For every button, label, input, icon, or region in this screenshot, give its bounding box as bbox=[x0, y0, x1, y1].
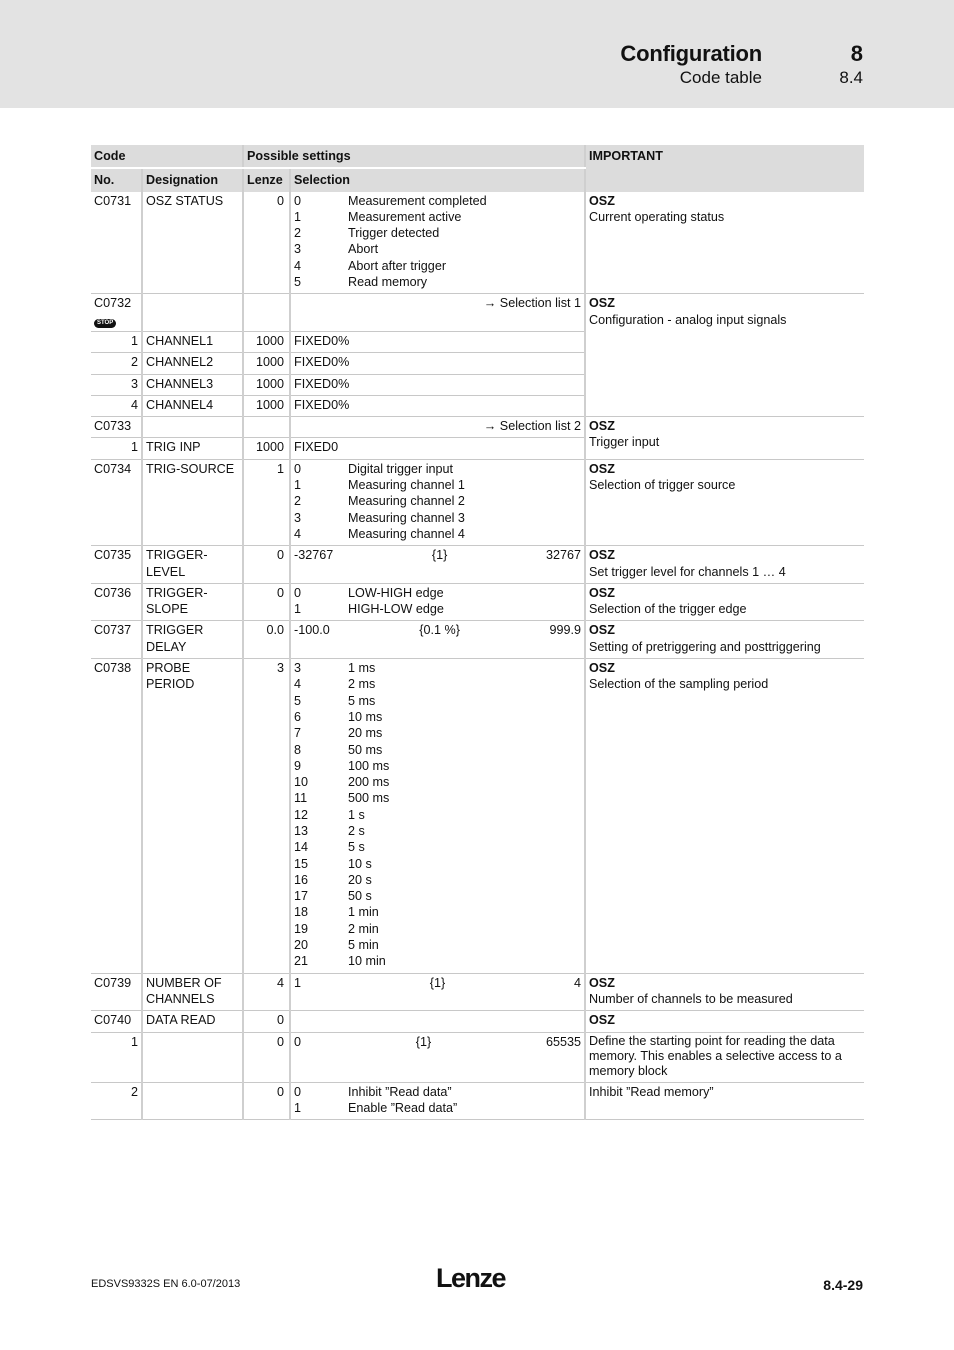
lenze-value: 0 bbox=[243, 583, 290, 621]
option-value: 8 bbox=[294, 742, 302, 757]
header-designation: Designation bbox=[142, 168, 243, 191]
option-value: 0 bbox=[294, 585, 302, 600]
option-label: Measurement completed bbox=[348, 193, 487, 208]
option-value: 0 bbox=[294, 461, 302, 476]
option-label: 1 min bbox=[348, 905, 379, 920]
range-max: 65535 bbox=[545, 1034, 582, 1049]
value-range bbox=[294, 547, 581, 563]
lenze-value: 1000 bbox=[243, 438, 290, 459]
header-no: No. bbox=[91, 168, 142, 191]
option-value: 18 bbox=[294, 905, 309, 920]
option-value: 5 bbox=[294, 275, 302, 290]
selection-option bbox=[294, 1100, 581, 1116]
option-value: 1 bbox=[294, 478, 302, 493]
table-row bbox=[91, 659, 864, 974]
lenze-value: 0 bbox=[243, 546, 290, 584]
option-value: 0 bbox=[294, 193, 302, 208]
option-value: 1 bbox=[294, 602, 302, 617]
section-title: Code table bbox=[679, 68, 762, 87]
option-value: 21 bbox=[294, 954, 309, 969]
important-tag: OSZ bbox=[589, 975, 615, 990]
option-value: 13 bbox=[294, 823, 309, 838]
important-tag: OSZ bbox=[589, 548, 615, 563]
designation: TRIGGER DELAY bbox=[142, 621, 243, 659]
option-value: 2 bbox=[294, 226, 302, 241]
important-tag: OSZ bbox=[585, 1011, 864, 1032]
option-value: 16 bbox=[294, 872, 309, 887]
selection: FIXED0% bbox=[290, 331, 585, 352]
option-value: 7 bbox=[294, 726, 302, 741]
document-id: EDSVS9332S EN 6.0-07/2013 bbox=[91, 1278, 241, 1290]
option-value: 1 bbox=[294, 209, 302, 224]
important-tag: OSZ bbox=[589, 661, 615, 676]
option-label: 1 ms bbox=[348, 661, 376, 676]
value-range bbox=[294, 1034, 581, 1050]
lenze-value: 1000 bbox=[243, 331, 290, 352]
table-row bbox=[91, 192, 864, 294]
option-label: 5 ms bbox=[348, 693, 376, 708]
lenze-value: 4 bbox=[243, 973, 290, 1011]
selection-option bbox=[294, 856, 581, 872]
important-tag: OSZ bbox=[589, 585, 615, 600]
selection-option bbox=[294, 526, 581, 542]
code-no: C0734 bbox=[91, 459, 142, 545]
code-no: C0731 bbox=[91, 192, 142, 294]
selection-option bbox=[294, 601, 581, 617]
designation: DATA READ bbox=[142, 1011, 243, 1032]
option-label: 500 ms bbox=[348, 791, 390, 806]
chapter-number: 8 bbox=[850, 41, 863, 66]
table-header-row bbox=[91, 145, 864, 168]
option-label: 20 ms bbox=[348, 726, 383, 741]
section-number: 8.4 bbox=[839, 68, 863, 87]
range-min: -100.0 bbox=[294, 623, 330, 638]
selection-option bbox=[294, 225, 581, 241]
selection-option bbox=[294, 510, 581, 526]
code-no: C0738 bbox=[91, 659, 142, 974]
table-row bbox=[91, 546, 864, 584]
important-text: Inhibit ”Read memory” bbox=[585, 1082, 864, 1120]
option-label: Digital trigger input bbox=[348, 461, 454, 476]
designation: CHANNEL4 bbox=[142, 395, 243, 416]
important-text: Selection of trigger source bbox=[589, 478, 736, 493]
option-value: 4 bbox=[294, 677, 302, 692]
lenze-value: 1 bbox=[243, 459, 290, 545]
option-value: 10 bbox=[294, 775, 309, 790]
lenze-value: 1000 bbox=[243, 374, 290, 395]
selection-option bbox=[294, 872, 581, 888]
option-value: 6 bbox=[294, 709, 302, 724]
header-lenze: Lenze bbox=[243, 168, 290, 191]
selection: FIXED0 bbox=[290, 438, 585, 459]
lenze-value: 1000 bbox=[243, 353, 290, 374]
table-row bbox=[91, 1011, 864, 1032]
lenze-value: 0 bbox=[243, 1032, 290, 1082]
selection-option bbox=[294, 904, 581, 920]
selection: FIXED0% bbox=[290, 353, 585, 374]
option-label: Enable ”Read data” bbox=[348, 1100, 458, 1115]
selection-option bbox=[294, 839, 581, 855]
option-label: Measuring channel 2 bbox=[348, 494, 465, 509]
sub-no: 3 bbox=[91, 374, 142, 395]
selection-ref: → Selection list 2 bbox=[290, 417, 585, 438]
option-label: HIGH-LOW edge bbox=[348, 602, 444, 617]
option-value: 4 bbox=[294, 526, 302, 541]
selection-option bbox=[294, 888, 581, 904]
option-value: 9 bbox=[294, 758, 302, 773]
designation: CHANNEL3 bbox=[142, 374, 243, 395]
sub-no: 1 bbox=[91, 331, 142, 352]
selection-list bbox=[294, 193, 581, 291]
header-band bbox=[0, 0, 954, 108]
important-text: Number of channels to be measured bbox=[589, 991, 793, 1006]
selection-option bbox=[294, 693, 581, 709]
important-text: Selection of the sampling period bbox=[589, 677, 769, 692]
designation: TRIGGER-SLOPE bbox=[142, 583, 243, 621]
header-code: Code bbox=[91, 145, 243, 168]
selection: FIXED0% bbox=[290, 395, 585, 416]
table-row bbox=[91, 621, 864, 659]
important-text: Configuration - analog input signals bbox=[589, 312, 787, 327]
page-number: 8.4-29 bbox=[823, 1277, 863, 1293]
option-label: Measurement active bbox=[348, 209, 462, 224]
code-no: C0736 bbox=[91, 583, 142, 621]
selection-list bbox=[294, 585, 581, 618]
code-no: C0732 bbox=[94, 296, 132, 311]
table-row bbox=[91, 1032, 864, 1082]
designation: TRIG-SOURCE bbox=[142, 459, 243, 545]
selection-option bbox=[294, 709, 581, 725]
option-label: Trigger detected bbox=[348, 226, 440, 241]
code-no: C0735 bbox=[91, 546, 142, 584]
selection-ref: → Selection list 1 bbox=[290, 294, 585, 332]
code-no: C0733 bbox=[91, 417, 142, 438]
selection-option bbox=[294, 461, 581, 477]
selection-option bbox=[294, 274, 581, 290]
option-label: 10 s bbox=[348, 856, 372, 871]
code-no: C0740 bbox=[91, 1011, 142, 1032]
code-table bbox=[91, 145, 864, 1120]
option-label: 10 min bbox=[348, 954, 386, 969]
option-value: 12 bbox=[294, 807, 309, 822]
option-label: Read memory bbox=[348, 275, 428, 290]
header-possible-settings: Possible settings bbox=[243, 145, 585, 168]
table-row bbox=[91, 294, 864, 332]
option-value: 3 bbox=[294, 661, 302, 676]
selection-option bbox=[294, 193, 581, 209]
header-important: IMPORTANT bbox=[585, 145, 864, 192]
range-max: 4 bbox=[574, 975, 582, 990]
option-label: 50 s bbox=[348, 889, 372, 904]
designation: PROBE PERIOD bbox=[142, 659, 243, 974]
lenze-value: 3 bbox=[243, 659, 290, 974]
option-label: 200 ms bbox=[348, 775, 390, 790]
designation: TRIGGER-LEVEL bbox=[142, 546, 243, 584]
selection-option bbox=[294, 742, 581, 758]
option-value: 4 bbox=[294, 258, 302, 273]
range-max: 999.9 bbox=[549, 623, 582, 638]
selection: FIXED0% bbox=[290, 374, 585, 395]
header-selection: Selection bbox=[290, 168, 585, 191]
option-value: 11 bbox=[294, 791, 308, 806]
option-value: 5 bbox=[294, 693, 302, 708]
selection-option bbox=[294, 823, 581, 839]
option-label: 100 ms bbox=[348, 758, 390, 773]
code-no: C0737 bbox=[91, 621, 142, 659]
option-label: Inhibit ”Read data” bbox=[348, 1084, 452, 1099]
selection-option bbox=[294, 477, 581, 493]
selection-option bbox=[294, 258, 581, 274]
selection-option bbox=[294, 758, 581, 774]
option-label: Abort bbox=[348, 242, 379, 257]
designation: OSZ STATUS bbox=[142, 192, 243, 294]
option-value: 3 bbox=[294, 242, 302, 257]
selection-option bbox=[294, 774, 581, 790]
option-label: 2 s bbox=[348, 823, 365, 838]
option-label: Measuring channel 1 bbox=[348, 478, 465, 493]
option-label: 50 ms bbox=[348, 742, 383, 757]
important-tag: OSZ bbox=[589, 623, 615, 638]
selection-option bbox=[294, 660, 581, 676]
range-step: {1} bbox=[429, 975, 446, 990]
option-label: 10 ms bbox=[348, 709, 383, 724]
option-value: 14 bbox=[294, 840, 309, 855]
selection-option bbox=[294, 807, 581, 823]
option-label: 5 s bbox=[348, 840, 365, 855]
option-label: Measuring channel 4 bbox=[348, 526, 465, 541]
range-step: {0.1 %} bbox=[419, 623, 460, 638]
range-min: 1 bbox=[294, 975, 302, 990]
designation: TRIG INP bbox=[142, 438, 243, 459]
table-row bbox=[91, 1082, 864, 1120]
selection-list bbox=[294, 660, 581, 970]
lenze-value: 0 bbox=[243, 1011, 290, 1032]
option-label: Abort after trigger bbox=[348, 258, 447, 273]
selection-option bbox=[294, 676, 581, 692]
value-range bbox=[294, 975, 581, 991]
important-tag: OSZ bbox=[589, 296, 615, 311]
option-value: 15 bbox=[294, 856, 309, 871]
range-max: 32767 bbox=[545, 548, 582, 563]
option-value: 1 bbox=[294, 1100, 302, 1115]
selection-option bbox=[294, 921, 581, 937]
selection-option bbox=[294, 937, 581, 953]
important-text: Selection of the trigger edge bbox=[589, 602, 747, 617]
selection-option bbox=[294, 790, 581, 806]
option-label: LOW-HIGH edge bbox=[348, 585, 444, 600]
range-min: 0 bbox=[294, 1034, 302, 1049]
option-value: 17 bbox=[294, 889, 309, 904]
option-value: 2 bbox=[294, 494, 302, 509]
selection-list bbox=[294, 1084, 581, 1117]
table-row bbox=[91, 583, 864, 621]
important-text: Setting of pretriggering and posttriggering bbox=[589, 639, 821, 654]
selection-list bbox=[294, 461, 581, 542]
value-range bbox=[294, 622, 581, 638]
selection-option bbox=[294, 493, 581, 509]
important-text: Set trigger level for channels 1 … 4 bbox=[589, 564, 786, 579]
selection-option bbox=[294, 1084, 581, 1100]
designation: CHANNEL1 bbox=[142, 331, 243, 352]
important-tag: OSZ bbox=[589, 193, 615, 208]
code-no: C0739 bbox=[91, 973, 142, 1011]
table-row bbox=[91, 973, 864, 1011]
sub-no: 1 bbox=[91, 1032, 142, 1082]
option-label: 5 min bbox=[348, 938, 379, 953]
lenze-value: 0.0 bbox=[243, 621, 290, 659]
lenze-value: 0 bbox=[243, 1082, 290, 1120]
important-tag: OSZ bbox=[589, 461, 615, 476]
option-value: 0 bbox=[294, 1084, 302, 1099]
sub-no: 4 bbox=[91, 395, 142, 416]
sub-no: 1 bbox=[91, 438, 142, 459]
important-tag: OSZ bbox=[589, 419, 615, 434]
lenze-value: 1000 bbox=[243, 395, 290, 416]
chapter-title: Configuration bbox=[620, 41, 762, 66]
stop-icon: STOP bbox=[94, 319, 116, 328]
designation: CHANNEL2 bbox=[142, 353, 243, 374]
option-label: 2 min bbox=[348, 921, 379, 936]
selection-option bbox=[294, 209, 581, 225]
sub-no: 2 bbox=[91, 1082, 142, 1120]
important-text: Current operating status bbox=[589, 209, 725, 224]
designation: NUMBER OF CHANNELS bbox=[142, 973, 243, 1011]
table-row bbox=[91, 417, 864, 438]
range-min: -32767 bbox=[294, 548, 334, 563]
range-step: {1} bbox=[431, 548, 448, 563]
important-text: Define the starting point for reading the data memory. This enables a selective access to a memory block bbox=[585, 1032, 864, 1082]
option-label: 20 s bbox=[348, 872, 372, 887]
option-value: 20 bbox=[294, 938, 309, 953]
selection-option bbox=[294, 725, 581, 741]
selection-option bbox=[294, 585, 581, 601]
option-value: 19 bbox=[294, 921, 309, 936]
option-value: 3 bbox=[294, 510, 302, 525]
option-label: Measuring channel 3 bbox=[348, 510, 465, 525]
lenze-value: 0 bbox=[243, 192, 290, 294]
selection-option bbox=[294, 241, 581, 257]
option-label: 1 s bbox=[348, 807, 365, 822]
important-text: Trigger input bbox=[589, 435, 660, 450]
selection-option bbox=[294, 953, 581, 969]
sub-no: 2 bbox=[91, 353, 142, 374]
lenze-logo: Lenze bbox=[436, 1263, 506, 1293]
option-label: 2 ms bbox=[348, 677, 376, 692]
table-row bbox=[91, 459, 864, 545]
range-step: {1} bbox=[415, 1034, 432, 1049]
